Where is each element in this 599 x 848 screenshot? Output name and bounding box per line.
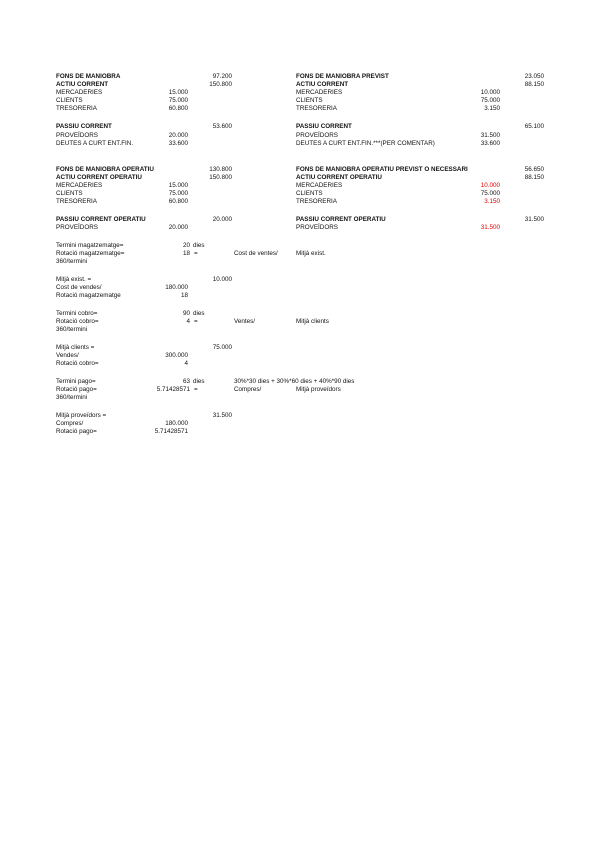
passiu-corrent-operatiu-value: 31.500	[524, 216, 544, 223]
mitja-proveidors-value: 31.500	[212, 412, 232, 419]
tresoreria-label: TRESORERIA	[296, 105, 337, 112]
rotacio-magatzematge-label: Rotació magatzematge=	[56, 250, 125, 257]
termini-pago-value: 63	[182, 378, 190, 385]
mercaderies-value: 15.000	[168, 182, 188, 189]
tresoreria-value: 60.800	[168, 198, 188, 205]
clients-value: 75.000	[480, 190, 500, 197]
cost-vendes-value: 180.000	[165, 284, 188, 291]
deutes-label: DEUTES A CURT ENT.FIN.***(PER COMENTAR)	[296, 140, 435, 147]
passiu-corrent-operatiu-value: 20.000	[212, 216, 232, 223]
rotacio-pago-label: Rotació pago=	[56, 428, 97, 435]
mercaderies-value: 15.000	[168, 89, 188, 96]
proveidors-label: PROVEÏDORS	[56, 132, 98, 139]
passiu-corrent-value: 65.100	[524, 123, 544, 130]
compres-value: 180.000	[165, 420, 188, 427]
deutes-label: DEUTES A CURT ENT.FIN.	[56, 140, 134, 147]
clients-label: CLIENTS	[56, 190, 83, 197]
tresoreria-value-highlighted: 3.150	[484, 198, 500, 205]
fons-maniobra-operatiu-previst-title: FONS DE MANIOBRA OPERATIU PREVIST O NECESSARI	[296, 166, 468, 173]
termini-cobro-label: Termini cobro=	[56, 310, 98, 317]
passiu-corrent-operatiu-title: PASSIU CORRENT OPERATIU	[296, 216, 386, 223]
passiu-corrent-value: 53.600	[212, 123, 232, 130]
formula-note: 360/termini	[56, 394, 88, 401]
vendes-label: Vendes/	[56, 352, 79, 359]
clients-label: CLIENTS	[56, 97, 83, 104]
equals-sign: =	[194, 386, 198, 393]
termini-pago-unit: dies	[193, 378, 205, 385]
proveidors-label: PROVEÏDORS	[296, 224, 338, 231]
mitja-clients-text: Mitjà clients	[296, 318, 329, 325]
termini-magatzematge-label: Termini magatzematge=	[56, 242, 124, 249]
proveidors-value: 20.000	[168, 224, 188, 231]
passiu-corrent-operatiu-title: PASSIU CORRENT OPERATIU	[56, 216, 146, 223]
rotacio-cobro-label: Rotació cobro=	[56, 318, 99, 325]
passiu-corrent-title: PASSIU CORRENT	[296, 123, 352, 130]
mitja-exist-text: Mitjà exist.	[296, 250, 326, 257]
mitja-proveidors-text: Mitjà proveïdors	[296, 386, 341, 393]
fons-maniobra-title: FONS DE MANIOBRA	[56, 73, 121, 80]
rotacio-magatzematge-label: Rotació magatzematge	[56, 292, 121, 299]
mercaderies-label: MERCADERIES	[56, 89, 103, 96]
clients-value: 75.000	[168, 190, 188, 197]
rotacio-magatzematge-value: 18	[182, 250, 190, 257]
vendes-value: 300.000	[165, 352, 188, 359]
actiu-corrent-operatiu-value: 150.800	[209, 174, 232, 181]
termini-magatzematge-unit: dies	[193, 242, 205, 249]
fons-maniobra-value: 97.200	[212, 73, 232, 80]
clients-value: 75.000	[168, 97, 188, 104]
mercaderies-label: MERCADERIES	[56, 182, 103, 189]
equals-sign: =	[194, 250, 198, 257]
actiu-corrent-value: 150.800	[209, 81, 232, 88]
fons-maniobra-previst-value: 23.050	[524, 73, 544, 80]
tresoreria-value: 3.150	[484, 105, 500, 112]
tresoreria-label: TRESORERIA	[296, 198, 337, 205]
actiu-corrent-operatiu-value: 88.150	[524, 174, 544, 181]
rotacio-magatzematge-value: 18	[180, 292, 188, 299]
termini-cobro-unit: dies	[193, 310, 205, 317]
mercaderies-value: 10.000	[480, 89, 500, 96]
mitja-clients-label: Mitjà clients =	[56, 344, 95, 351]
mercaderies-label: MERCADERIES	[296, 89, 343, 96]
formula-note: 360/termini	[56, 258, 88, 265]
rotacio-cobro-value: 4	[184, 360, 188, 367]
clients-value: 75.000	[480, 97, 500, 104]
proveidors-value: 31.500	[480, 132, 500, 139]
actiu-corrent-title: ACTIU CORRENT	[296, 81, 349, 88]
tresoreria-value: 60.800	[168, 105, 188, 112]
fons-maniobra-previst-title: FONS DE MANIOBRA PREVIST	[296, 73, 389, 80]
proveidors-label: PROVEÏDORS	[56, 224, 98, 231]
actiu-corrent-operatiu-title: ACTIU CORRENT OPERATIU	[56, 174, 142, 181]
cost-ventes-text: Cost de ventes/	[234, 250, 278, 257]
fons-maniobra-operatiu-title: FONS DE MANIOBRA OPERATIU	[56, 166, 154, 173]
passiu-corrent-title: PASSIU CORRENT	[56, 123, 112, 130]
tresoreria-label: TRESORERIA	[56, 198, 97, 205]
mitja-proveidors-label: Mitjà proveïdors =	[56, 412, 107, 419]
termini-magatzematge-value: 20	[182, 242, 190, 249]
rotacio-cobro-label: Rotació cobro=	[56, 360, 99, 367]
mitja-exist-value: 10.000	[212, 276, 232, 283]
fons-maniobra-operatiu-previst-value: 56.650	[524, 166, 544, 173]
termini-cobro-value: 90	[182, 310, 190, 317]
proveidors-label: PROVEÏDORS	[296, 132, 338, 139]
clients-label: CLIENTS	[296, 97, 323, 104]
rotacio-pago-label: Rotació pago=	[56, 386, 97, 393]
mitja-exist-label: Mitjà exist. =	[56, 276, 92, 283]
actiu-corrent-value: 88.150	[524, 81, 544, 88]
compres-text: Compres/	[234, 386, 262, 393]
clients-label: CLIENTS	[296, 190, 323, 197]
actiu-corrent-operatiu-title: ACTIU CORRENT OPERATIU	[296, 174, 382, 181]
deutes-value: 33.600	[168, 140, 188, 147]
mitja-clients-value: 75.000	[212, 344, 232, 351]
equals-sign: =	[194, 318, 198, 325]
termini-pago-formula: 30%*30 dies + 30%*60 dies + 40%*90 dies	[234, 378, 355, 385]
deutes-value: 33.600	[480, 140, 500, 147]
rotacio-pago-value: 5.71428571	[154, 428, 188, 435]
actiu-corrent-title: ACTIU CORRENT	[56, 81, 109, 88]
proveidors-value: 20.000	[168, 132, 188, 139]
mercaderies-value-highlighted: 10.000	[480, 182, 500, 189]
rotacio-cobro-value: 4	[186, 318, 190, 325]
formula-note: 360/termini	[56, 326, 88, 333]
ventes-text: Ventes/	[234, 318, 256, 325]
cost-vendes-label: Cost de vendes/	[56, 284, 102, 291]
termini-pago-label: Termini pago=	[56, 378, 96, 385]
mercaderies-label: MERCADERIES	[296, 182, 343, 189]
proveidors-value-highlighted: 31.500	[480, 224, 500, 231]
tresoreria-label: TRESORERIA	[56, 105, 97, 112]
compres-label: Compres/	[56, 420, 84, 427]
fons-maniobra-operatiu-value: 130.800	[209, 166, 232, 173]
rotacio-pago-value: 5.71428571	[156, 386, 190, 393]
